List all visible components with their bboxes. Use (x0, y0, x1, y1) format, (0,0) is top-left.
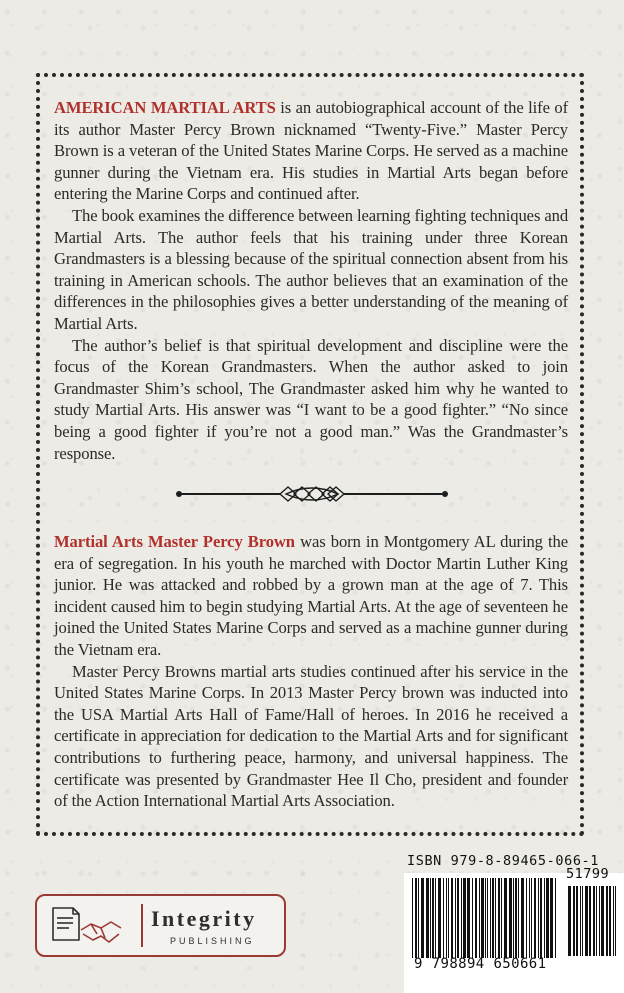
isbn-barcode (410, 878, 560, 958)
barcode-bar (613, 886, 614, 956)
barcode-bar (606, 886, 608, 956)
synopsis-paragraph-1-text: is an autobiographical account of the life of its author Master Percy Brown nicknamed “Twenty-Five.” Master Percy Brown is a veteran of the United States Marine Corps. He served as a machine gunner during the Vietnam era. His studies in Martial Arts began before entering the Marine Corps and continued after. (54, 98, 568, 204)
barcode-bar (609, 886, 611, 956)
synopsis-paragraph-3: The author’s belief is that spiritual development and discipline were the focus of the Korean Grandmasters. When the author asked to join Grandmaster Shim’s school, The Grandmaster asked him why he wanted to study Martial Arts. His answer was “I want to be a good fighter.” “No since being a good fighter if you’re not a good man.” Was the Grandmaster’s response. (54, 335, 568, 463)
barcode-bar (501, 878, 502, 958)
barcode-bar (573, 886, 575, 956)
publisher-name: Integrity (151, 906, 257, 931)
logo-divider (141, 904, 143, 947)
synopsis-paragraph-1 (54, 97, 568, 205)
barcode-bar (430, 878, 431, 958)
barcode-bar (576, 886, 578, 956)
barcode-bar (490, 878, 491, 958)
barcode-bar (531, 878, 532, 958)
barcode-bar (495, 878, 496, 958)
barcode-bar (513, 878, 514, 958)
barcode-bar (492, 878, 494, 958)
barcode-bar (418, 878, 419, 958)
bio-paragraph-1 (54, 531, 568, 661)
barcode-bar (544, 878, 545, 958)
barcode-bar (485, 878, 486, 958)
ornament-divider (174, 484, 450, 504)
barcode-bar (421, 878, 424, 958)
barcode-bar (451, 878, 453, 958)
barcode-bar (585, 886, 588, 956)
book-title-lead: AMERICAN MARTIAL ARTS (54, 98, 276, 117)
barcode-bar (615, 886, 616, 956)
barcode-bar (593, 886, 595, 956)
handshake-document-icon (47, 904, 125, 948)
barcode-bar (457, 878, 459, 958)
barcode-bar (521, 878, 524, 958)
barcode-bar (555, 878, 556, 958)
barcode-bar (589, 886, 591, 956)
barcode-bar (538, 878, 539, 958)
barcode-bar (435, 878, 436, 958)
barcode-bar (546, 878, 549, 958)
synopsis-section (54, 97, 568, 464)
barcode-bar (472, 878, 473, 958)
barcode-bar (467, 878, 470, 958)
barcode-bar (461, 878, 462, 958)
barcode-bar (580, 886, 581, 956)
barcode-bar (443, 878, 444, 958)
barcode-bar (550, 878, 553, 958)
barcode-bar (599, 886, 600, 956)
barcode-bar (412, 878, 413, 958)
bio-paragraph-1-text: was born in Montgomery AL during the era of segregation. In his youth he marched with Doctor Martin Luther King junior. He was attacked and robbed by a grown man at the age of 7. This incident caused him to begin studying Martial Arts. At the age of seventeen he joined the United States Marine Corps and served as a machine gunner during the Vietnam era. (54, 532, 568, 659)
barcode-bar (448, 878, 449, 958)
barcode-bar (463, 878, 466, 958)
barcode-bar (475, 878, 477, 958)
publisher-logo (35, 894, 286, 957)
price-code: 51799 (566, 866, 610, 882)
barcode-bar (518, 878, 519, 958)
barcode-bar (540, 878, 542, 958)
barcode-bar (432, 878, 434, 958)
barcode-bar (515, 878, 517, 958)
barcode-bar (568, 886, 571, 956)
barcode-bar (426, 878, 429, 958)
synopsis-paragraph-2: The book examines the difference between learning fighting techniques and Martial Arts. The author feels that his training under three Korean Grandmasters is a blessing because of the spiritual connection absent from his training in American schools. The author believes that an examination of the differences in the philosophies gives a better understanding of the meaning of Martial Arts. (54, 205, 569, 333)
barcode-bar (504, 878, 507, 958)
barcode-number: 9 798894 650661 (414, 956, 547, 972)
barcode-bar (455, 878, 456, 958)
publisher-subtitle: PUBLISHING (170, 936, 255, 946)
barcode-bar (415, 878, 417, 958)
isbn-label: ISBN 979-8-89465-066-1 (407, 853, 600, 869)
barcode-bar (479, 878, 480, 958)
barcode-bar (534, 878, 536, 958)
bio-paragraph-2: Master Percy Browns martial arts studies continued after his service in the United States Marine Corps. In 2013 Master Percy brown was inducted into the USA Martial Arts Hall of Fame/Hall of heroes. In 2016 he received a certificate in appreciation for dedication to the Martial Arts and for significant contributions to furthering peace, harmony, and universal happiness. The certificate was presented by Grandmaster Hee Il Cho, president and founder of the Action International Martial Arts Association. (54, 661, 568, 811)
barcode-bar (529, 878, 530, 958)
barcode-bar (509, 878, 512, 958)
barcode-bar (601, 886, 604, 956)
author-name-lead: Martial Arts Master Percy Brown (54, 532, 295, 551)
barcode-bar (438, 878, 441, 958)
barcode-bar (596, 886, 597, 956)
bio-section (54, 531, 568, 812)
barcode-bar (446, 878, 447, 958)
barcode-bar (498, 878, 500, 958)
price-barcode (566, 886, 618, 956)
barcode-bar (582, 886, 583, 956)
barcode-bar (487, 878, 488, 958)
barcode-bar (481, 878, 484, 958)
barcode-bar (526, 878, 527, 958)
